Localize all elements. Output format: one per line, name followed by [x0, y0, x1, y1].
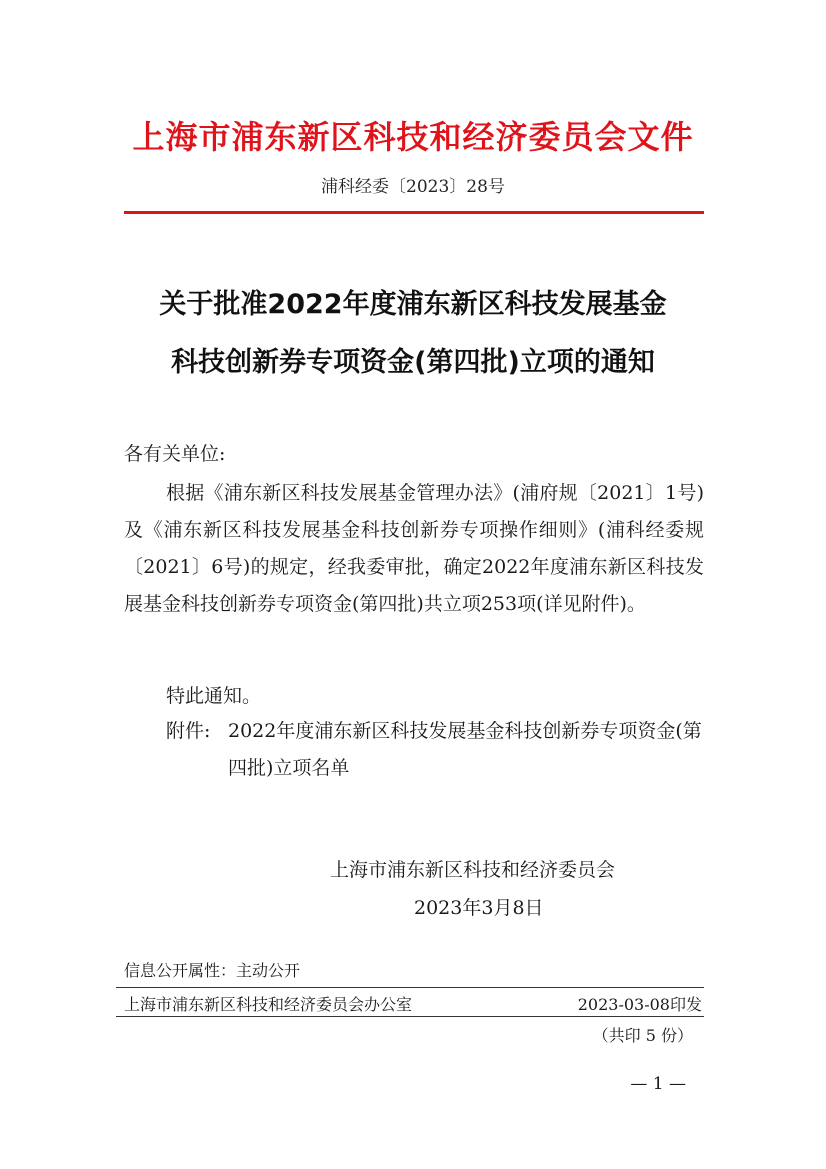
- issue-date: 2023年3月8日: [414, 897, 544, 919]
- closing-remark: 特此通知。: [166, 685, 262, 707]
- issuer-name: 上海市浦东新区科技和经济委员会: [330, 859, 616, 881]
- footer-office: 上海市浦东新区科技和经济委员会办公室: [124, 995, 413, 1014]
- document-number: 浦科经委〔2023〕28号: [321, 177, 505, 197]
- salutation: 各有关单位:: [124, 443, 226, 465]
- page-number: — 1 —: [630, 1074, 686, 1094]
- attachment-content: 2022年度浦东新区科技发展基金科技创新券专项资金(第四批)立项名单: [228, 720, 702, 779]
- info-disclosure-attribute: 信息公开属性：主动公开: [124, 961, 301, 980]
- footer-print-date: 2023-03-08印发: [577, 995, 702, 1014]
- body-paragraph: 根据《浦东新区科技发展基金管理办法》(浦府规〔2021〕1号)及《浦东新区科技发展基金科技创新券专项操作细则》(浦科经委规〔2021〕6号)的规定，经我委审批，确定2022年度浦东新区科技发展基金科技创新券专项资金(第四批)共立项253项(详见附件)。: [124, 482, 704, 615]
- footer-divider-top: [116, 987, 704, 988]
- header-red-divider: [124, 211, 704, 214]
- notice-title-line-1: 关于批准2022年度浦东新区科技发展基金: [159, 289, 667, 320]
- footer-divider-bottom: [116, 1016, 704, 1017]
- document-header-title: 上海市浦东新区科技和经济委员会文件: [132, 118, 694, 156]
- notice-title-line-2: 科技创新券专项资金(第四批)立项的通知: [171, 347, 655, 378]
- print-copies: （共印 5 份）: [592, 1026, 693, 1045]
- attachment-label: 附件:: [166, 720, 211, 742]
